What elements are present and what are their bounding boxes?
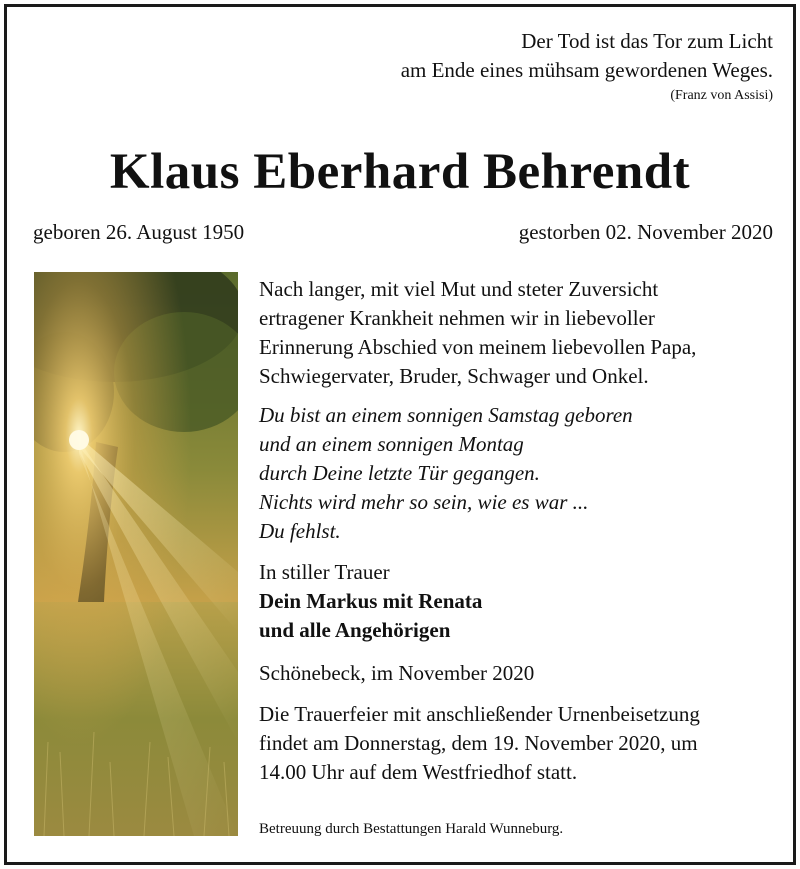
ceremony-paragraph [259,700,773,787]
poem-line: Nichts wird mehr so sein, wie es war ... [259,490,589,514]
poem-line: Du bist an einem sonnigen Samstag geboren [259,403,633,427]
intro-line: Schwiegervater, Bruder, Schwager und Onkel. [259,364,649,388]
mourner-line-1: Dein Markus mit Renata [259,589,483,613]
place-date: Schönebeck, im November 2020 [259,661,535,685]
ceremony-line: 14.00 Uhr auf dem Westfriedhof statt. [259,760,578,784]
poem-line: und an einem sonnigen Montag [259,432,524,456]
poem-line: durch Deine letzte Tür gegangen. [259,461,540,485]
ceremony-line: Die Trauerfeier mit anschließender Urnenbeisetzung [259,702,700,726]
death-date: gestorben 02. November 2020 [518,220,773,244]
mourning-block [259,558,773,645]
deceased-name: Klaus Eberhard Behrendt [109,144,691,200]
sunlit-tree-photo [34,272,238,836]
poem-line: Du fehlst. [259,519,341,543]
ceremony-line: findet am Donnerstag, dem 19. November 2020, um [259,731,698,755]
quote-line-2: am Ende eines mühsam gewordenen Weges. [400,58,773,82]
quote-line-1: Der Tod ist das Tor zum Licht [521,29,773,53]
poem [259,401,773,546]
birth-date: geboren 26. August 1950 [33,220,245,244]
quote-source: (Franz von Assisi) [670,88,773,103]
intro-line: Erinnerung Abschied von meinem liebevollen Papa, [259,335,697,359]
intro-line: ertragener Krankheit nehmen wir in liebevoller [259,306,655,330]
funeral-home-note: Betreuung durch Bestattungen Harald Wunneburg. [259,821,564,837]
obituary-frame [4,4,796,865]
intro-line: Nach langer, mit viel Mut und steter Zuversicht [259,277,659,301]
quote-block [401,27,773,107]
mourning-intro: In stiller Trauer [259,560,390,584]
obituary-text [259,275,773,787]
mourner-line-2: und alle Angehörigen [259,618,451,642]
intro-paragraph [259,275,773,391]
